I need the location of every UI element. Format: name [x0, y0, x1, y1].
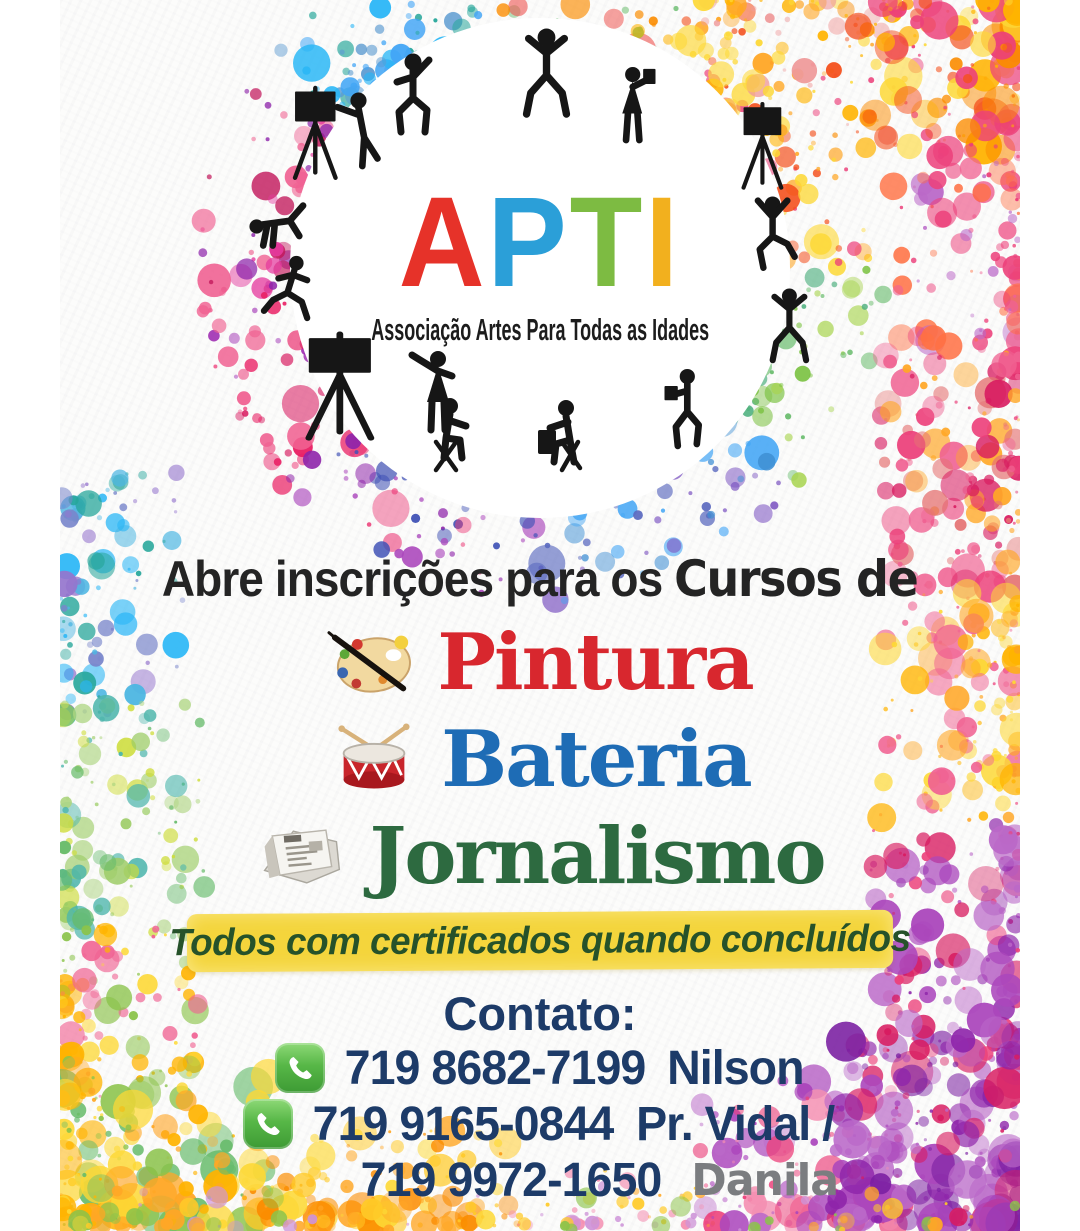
- contact-name: Nilson: [666, 1041, 804, 1095]
- contact-number: 719 9165-0844: [312, 1097, 614, 1151]
- course-row-jornalismo: [0, 808, 1080, 905]
- course-row-pintura: [0, 614, 1080, 711]
- course-row-bateria: [0, 711, 1080, 808]
- contact-line-nilson: [0, 1040, 1080, 1096]
- logo-letter-i: I: [645, 171, 682, 314]
- contact-name: Pr. Vidal /: [635, 1097, 835, 1151]
- contact-number: 719 9972-1650: [360, 1153, 662, 1207]
- contact-name: Danila: [691, 1154, 838, 1206]
- logo-letter-t: T: [569, 171, 646, 314]
- contact-line-danila: [58, 1152, 1080, 1208]
- contact-line-vidal: [0, 1096, 1080, 1152]
- phone-icon: [243, 1099, 293, 1149]
- headline-regular: Abre inscrições para os: [162, 551, 675, 607]
- contact-title: Contato:: [443, 987, 637, 1040]
- course-name-jornalismo: Jornalismo: [369, 810, 825, 902]
- newspaper-icon: [255, 822, 347, 892]
- palette-icon: [327, 627, 415, 699]
- drum-icon: [329, 723, 419, 797]
- course-name-pintura: Pintura: [437, 616, 753, 708]
- contact-lines: [0, 1040, 1080, 1208]
- phone-icon: [275, 1043, 325, 1093]
- logo-acronym: [398, 171, 682, 314]
- logo-letter-a: A: [398, 171, 488, 314]
- course-list: [0, 614, 1080, 905]
- certificate-banner: [169, 910, 911, 972]
- contact-number: 719 8682-7199: [344, 1041, 645, 1095]
- logo-letter-p: P: [487, 171, 570, 314]
- course-name-bateria: Bateria: [441, 713, 751, 805]
- headline: [0, 550, 1080, 608]
- certificate-banner-text: Todos com certificados quando concluídos: [169, 917, 911, 964]
- headline-strong: Cursos de: [674, 550, 918, 608]
- logo-subtitle: Associação Artes Para Todas as Idades: [371, 312, 709, 348]
- logo: [0, 171, 1080, 348]
